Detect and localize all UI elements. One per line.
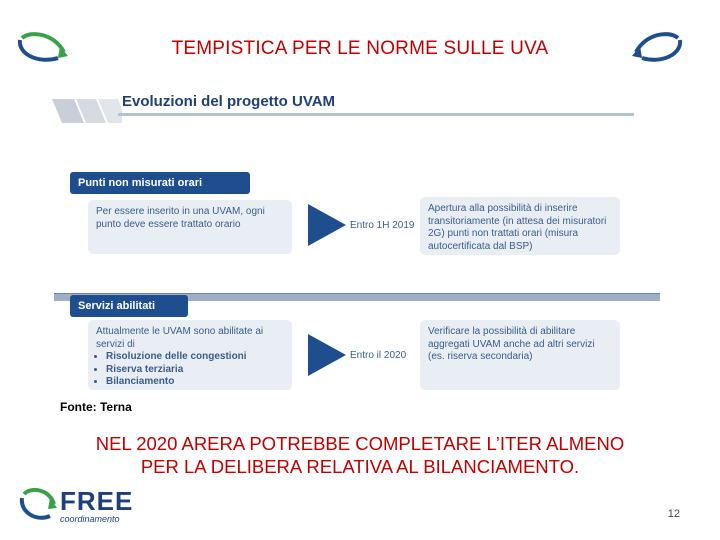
highlight-note xyxy=(40,432,680,478)
service-item: • Risoluzione delle congestioni xyxy=(106,351,284,364)
arrow-right-icon xyxy=(306,334,346,376)
box-verify: Verificare la possibilità di abilitare aggregati UVAM anche ad altri servizi (es. riserva secondaria) xyxy=(420,320,620,390)
stripes-icon xyxy=(52,95,122,125)
box-opening: Apertura alla possibilità di inserire transitoriamente (in attesa dei misuratori 2G) punti non trattati orari (misura autocertificata dal BSP) xyxy=(420,197,620,255)
services-list xyxy=(96,351,284,389)
timing-label-1: Entro 1H 2019 xyxy=(350,220,415,231)
timing-label-2: Entro il 2020 xyxy=(350,350,407,361)
logo-text: FREE xyxy=(60,486,134,516)
service-item: • Bilanciamento xyxy=(106,376,284,389)
tag-punti-non-misurati: Punti non misurati orari xyxy=(70,172,250,194)
slide-title: TEMPISTICA PER LE NORME SULLE UVA xyxy=(171,38,549,59)
note-line-1: NEL 2020 ARERA POTREBBE COMPLETARE L’ITER ALMENO xyxy=(95,433,625,454)
embedded-heading: Evoluzioni del progetto UVAM xyxy=(122,93,336,110)
heading-underline xyxy=(118,113,634,116)
source-label: Fonte: Terna xyxy=(60,400,132,414)
box-requirement: Per essere inserito in una UVAM, ogni punto deve essere trattato orario xyxy=(88,200,292,254)
page-number: 12 xyxy=(667,508,680,520)
service-item: • Riserva terziaria xyxy=(106,364,284,377)
box-current-services xyxy=(88,320,292,390)
note-line-2: PER LA DELIBERA RELATIVA AL BILANCIAMENTO. xyxy=(140,456,580,477)
current-services-intro: Attualmente le UVAM sono abilitate ai servizi di xyxy=(96,326,264,350)
arrow-right-icon xyxy=(306,204,346,246)
tag-servizi-abilitati: Servizi abilitati xyxy=(70,295,188,317)
logo-subtitle: coordinamento xyxy=(60,514,120,524)
free-logo-icon xyxy=(18,486,58,524)
